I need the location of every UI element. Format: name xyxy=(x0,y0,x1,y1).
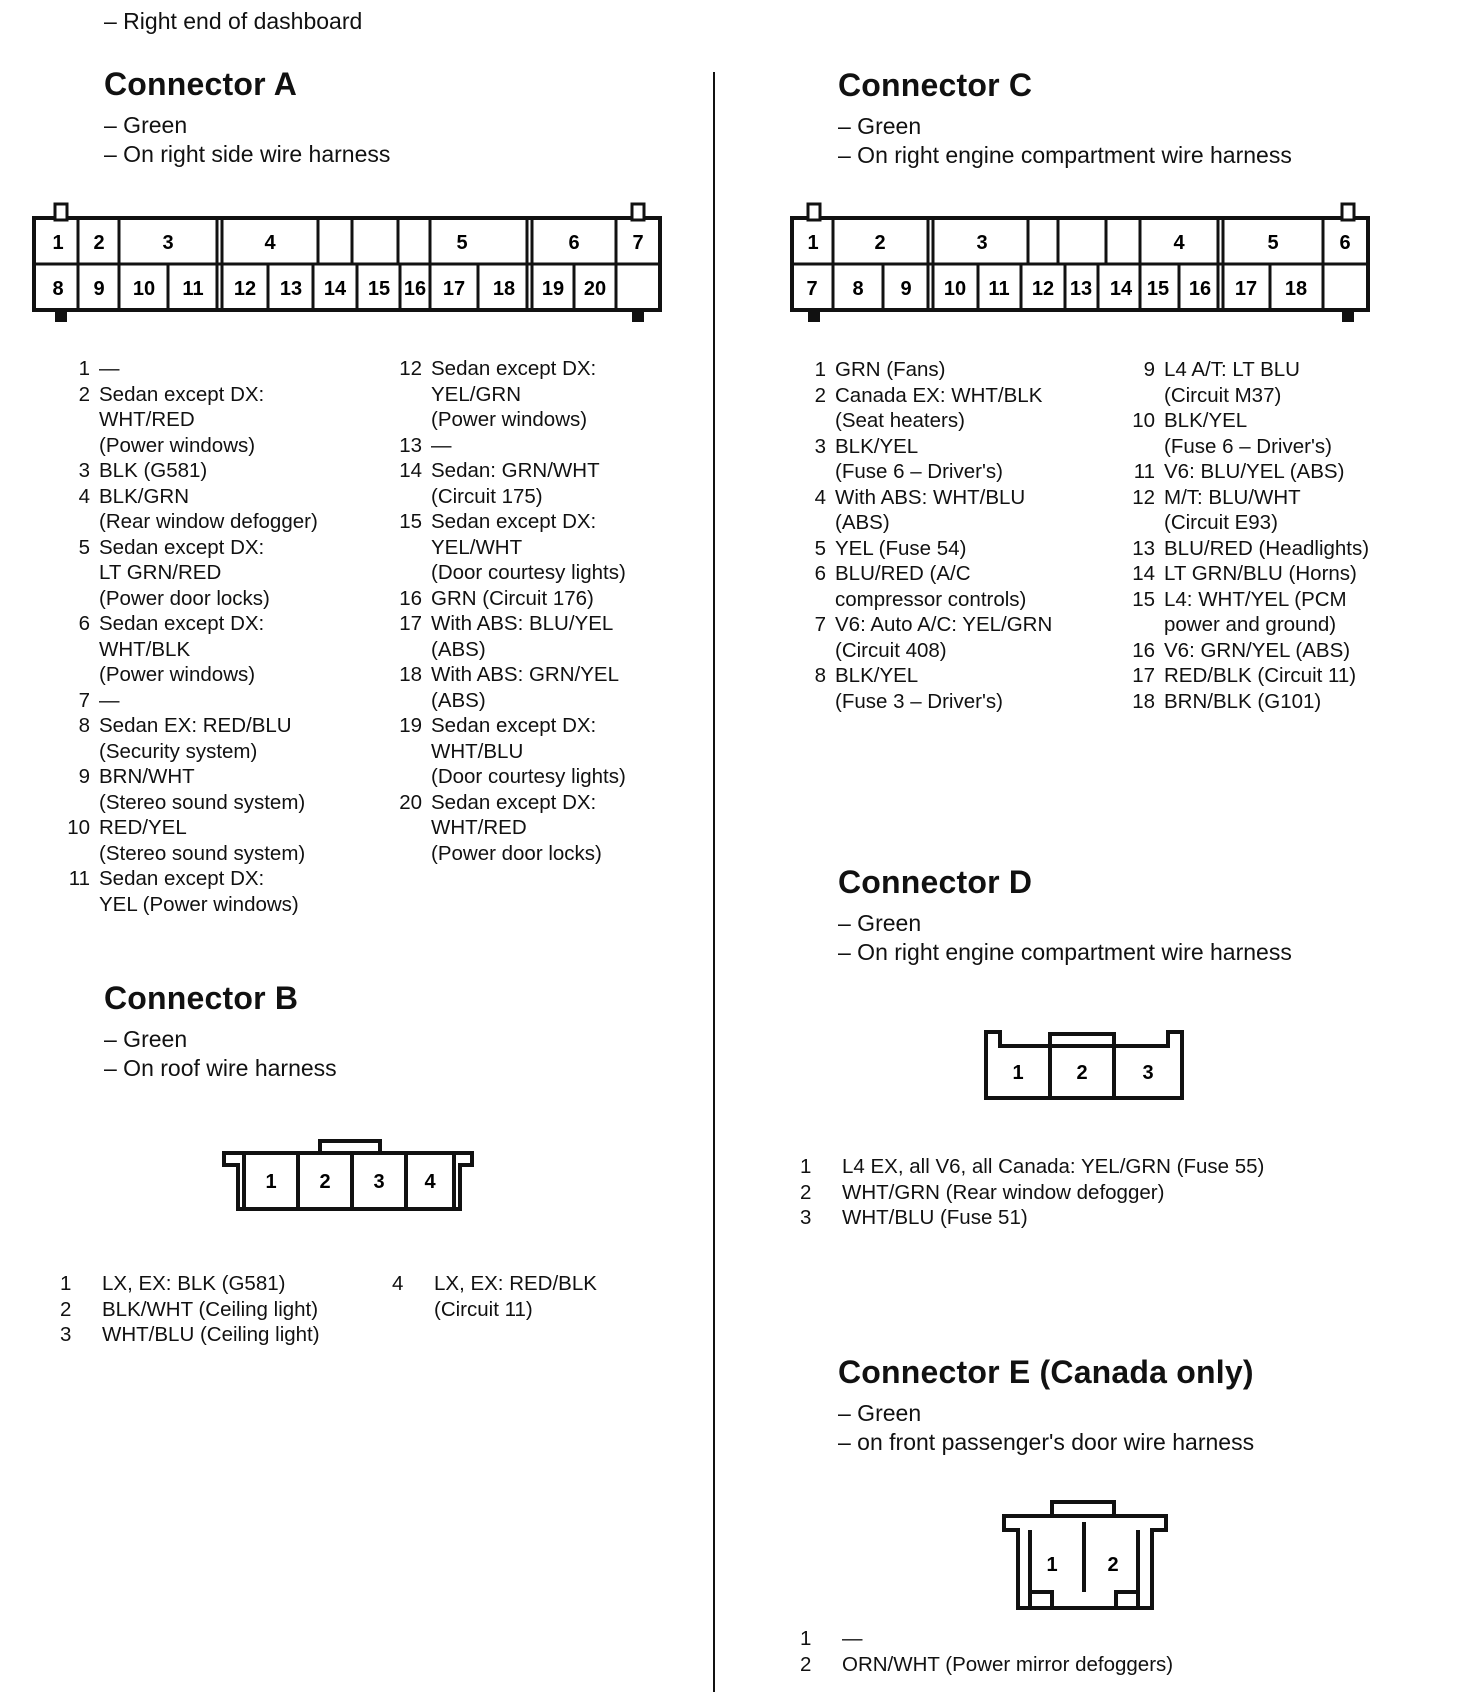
connector-a-cavity: 3 xyxy=(162,232,174,254)
connector-a-color: – Green xyxy=(104,112,188,138)
connector-a-cavity: 7 xyxy=(632,232,644,254)
pin-description: GRN (Circuit 176) xyxy=(431,586,594,610)
connector-a-cavity: 6 xyxy=(568,232,580,254)
connector-b-cavity: 2 xyxy=(319,1171,331,1193)
pin-number: 7 xyxy=(78,688,90,712)
pin-entry xyxy=(800,1626,1400,1652)
connector-b-cavity: 3 xyxy=(373,1171,385,1193)
pin-description: WHT/BLU (Fuse 51) xyxy=(842,1206,1028,1229)
pin-entry xyxy=(1125,357,1465,408)
connector-c-cavity: 7 xyxy=(806,278,818,300)
pin-description: — xyxy=(99,688,120,712)
connector-c-cavity: 10 xyxy=(943,278,967,300)
connector-c-cavity: 5 xyxy=(1267,232,1279,254)
connector-a-cavity: 19 xyxy=(541,278,565,300)
connector-c-info xyxy=(838,112,1292,170)
pin-entry xyxy=(60,764,360,815)
pin-description: LX, EX: BLK (G581) xyxy=(102,1272,286,1295)
pin-entry xyxy=(1125,587,1465,638)
pin-description: Sedan except DX: WHT/BLU (Door courtesy lights) xyxy=(431,714,626,788)
pin-entry xyxy=(1125,485,1465,536)
intro-location: – Right end of dashboard xyxy=(104,8,363,34)
connector-a-cavity: 8 xyxy=(52,278,64,300)
connector-c-cavity: 12 xyxy=(1031,278,1055,300)
connector-e-location: – on front passenger's door wire harness xyxy=(838,1429,1255,1455)
pin-entry xyxy=(1125,408,1465,459)
connector-b-diagram xyxy=(220,1135,480,1215)
pin-number: 16 xyxy=(1132,638,1155,662)
connector-d-info xyxy=(838,909,1292,967)
pin-entry xyxy=(796,536,1096,562)
pin-entry xyxy=(392,713,702,790)
pin-entry xyxy=(1125,459,1465,485)
connector-e-cavity: 2 xyxy=(1107,1554,1119,1576)
pin-description: BLK/YEL (Fuse 6 – Driver's) xyxy=(835,434,1003,483)
pin-description: Sedan except DX: LT GRN/RED (Power door locks) xyxy=(99,535,270,610)
pin-number: 14 xyxy=(1132,562,1155,585)
pin-entry xyxy=(800,1180,1400,1206)
connector-b-color: – Green xyxy=(104,1026,188,1052)
pin-number: 13 xyxy=(399,433,422,457)
pin-description: LT GRN/BLU (Horns) xyxy=(1164,562,1357,585)
connector-a-cavity: 20 xyxy=(583,278,607,300)
pin-number: 1 xyxy=(78,357,90,380)
connector-c-cavity: 4 xyxy=(1173,232,1185,254)
connector-a-info xyxy=(104,111,390,169)
connector-a-diagram xyxy=(30,200,670,325)
pin-description: V6: GRN/YEL (ABS) xyxy=(1164,638,1351,662)
pin-description: Sedan except DX: WHT/RED (Power door locks) xyxy=(431,790,602,865)
pin-description: GRN (Fans) xyxy=(835,358,946,381)
connector-b-location: – On roof wire harness xyxy=(104,1055,337,1081)
pin-entry xyxy=(1125,689,1465,715)
pin-description: Sedan except DX: YEL/WHT (Door courtesy lights) xyxy=(431,510,626,584)
pin-number: 3 xyxy=(800,1206,812,1229)
pin-entry xyxy=(392,790,702,867)
connector-b-pins-right xyxy=(392,1271,702,1322)
pin-entry xyxy=(60,458,360,484)
pin-description: Sedan EX: RED/BLU (Security system) xyxy=(99,714,292,763)
connector-a-cavity: 12 xyxy=(233,278,257,300)
pin-entry xyxy=(60,611,360,688)
pin-description: BRN/WHT (Stereo sound system) xyxy=(99,765,306,814)
pin-description: V6: Auto A/C: YEL/GRN (Circuit 408) xyxy=(835,613,1053,662)
connector-a-cavity: 14 xyxy=(323,278,347,300)
connector-e-info xyxy=(838,1399,1254,1457)
connector-a-location: – On right side wire harness xyxy=(104,141,391,167)
connector-a-cavity: 4 xyxy=(264,232,276,254)
pin-description: BLK/YEL (Fuse 6 – Driver's) xyxy=(1164,409,1332,458)
pin-entry xyxy=(60,688,360,714)
connector-d-location: – On right engine compartment wire harness xyxy=(838,939,1292,965)
pin-number: 16 xyxy=(399,586,422,610)
pin-description: ORN/WHT (Power mirror defoggers) xyxy=(842,1652,1174,1676)
pin-entry xyxy=(800,1205,1400,1231)
connector-a-cavity: 17 xyxy=(442,278,466,300)
pin-entry xyxy=(800,1154,1400,1180)
pin-description: — xyxy=(99,357,120,380)
pin-number: 2 xyxy=(814,383,826,407)
pin-number: 4 xyxy=(78,484,90,508)
pin-number: 3 xyxy=(814,434,826,458)
pin-entry xyxy=(60,1271,380,1297)
pin-number: 17 xyxy=(399,612,422,635)
pin-entry xyxy=(796,561,1096,612)
connector-a-cavity: 11 xyxy=(182,278,204,300)
pin-entry xyxy=(392,356,702,433)
pin-entry xyxy=(60,866,360,917)
connector-c-cavity: 14 xyxy=(1109,278,1133,300)
pin-entry xyxy=(392,611,702,662)
pin-description: YEL (Fuse 54) xyxy=(835,536,967,560)
connector-c-location: – On right engine compartment wire harness xyxy=(838,142,1292,168)
pin-entry xyxy=(392,458,702,509)
pin-description: BRN/BLK (G101) xyxy=(1164,689,1322,713)
pin-entry xyxy=(1125,536,1465,562)
pin-number: 11 xyxy=(1133,460,1155,483)
pin-number: 3 xyxy=(78,459,90,482)
connector-d-diagram xyxy=(982,1028,1186,1104)
connector-a-pins-left xyxy=(60,356,360,917)
pin-description: L4 A/T: LT BLU (Circuit M37) xyxy=(1164,358,1300,407)
connector-b-pins-left xyxy=(60,1271,380,1348)
pin-entry xyxy=(392,1271,702,1322)
pin-entry xyxy=(60,1322,380,1348)
pin-entry xyxy=(60,713,360,764)
connector-e-cavity: 1 xyxy=(1046,1554,1058,1576)
connector-a-cavity: 15 xyxy=(367,278,391,300)
pin-description: BLK (G581) xyxy=(99,459,208,482)
pin-number: 4 xyxy=(392,1272,404,1295)
pin-entry xyxy=(60,1297,380,1323)
connector-d-pins xyxy=(800,1154,1400,1231)
pin-description: BLU/RED (A/C compressor controls) xyxy=(835,562,1027,611)
pin-number: 1 xyxy=(800,1627,812,1650)
pin-number: 20 xyxy=(399,790,422,814)
pin-description: Sedan except DX: WHT/RED (Power windows) xyxy=(99,382,265,457)
pin-entry xyxy=(60,382,360,459)
pin-number: 12 xyxy=(1132,485,1155,509)
connector-e-color: – Green xyxy=(838,1400,922,1426)
connector-c-pins-left xyxy=(796,357,1096,714)
connector-c-cavity: 15 xyxy=(1146,278,1170,300)
pin-description: L4: WHT/YEL (PCM power and ground) xyxy=(1164,587,1347,636)
pin-entry xyxy=(796,485,1096,536)
pin-description: LX, EX: RED/BLK (Circuit 11) xyxy=(434,1272,597,1321)
pin-description: Sedan except DX: YEL (Power windows) xyxy=(99,867,299,916)
pin-number: 5 xyxy=(78,535,90,559)
pin-entry xyxy=(1125,663,1465,689)
pin-description: L4 EX, all V6, all Canada: YEL/GRN (Fuse 55) xyxy=(842,1155,1265,1178)
pin-number: 1 xyxy=(800,1155,812,1178)
pin-number: 2 xyxy=(78,382,90,406)
connector-a-cavity: 1 xyxy=(52,232,64,254)
pin-description: Canada EX: WHT/BLK (Seat heaters) xyxy=(835,383,1043,432)
connector-c-cavity: 8 xyxy=(852,278,864,300)
connector-c-cavity: 2 xyxy=(874,232,886,254)
connector-c-diagram xyxy=(788,200,1378,325)
connector-a-title: Connector A xyxy=(104,66,298,102)
column-divider xyxy=(713,72,715,1692)
pin-entry xyxy=(1125,561,1465,587)
pin-description: BLK/YEL (Fuse 3 – Driver's) xyxy=(835,664,1003,713)
connector-a-pins-right xyxy=(392,356,702,866)
pin-description: — xyxy=(431,433,452,457)
pin-entry xyxy=(60,356,360,382)
pin-number: 17 xyxy=(1132,664,1155,687)
pin-entry xyxy=(800,1652,1400,1678)
pin-entry xyxy=(796,357,1096,383)
pin-number: 9 xyxy=(1143,358,1155,381)
pin-description: With ABS: BLU/YEL (ABS) xyxy=(431,612,614,661)
pin-entry xyxy=(796,663,1096,714)
connector-c-cavity: 13 xyxy=(1069,278,1093,300)
connector-d-cavity: 3 xyxy=(1142,1062,1154,1084)
pin-entry xyxy=(392,433,702,459)
pin-description: BLU/RED (Headlights) xyxy=(1164,536,1370,560)
connector-a-cavity: 5 xyxy=(456,232,468,254)
connector-c-cavity: 3 xyxy=(976,232,988,254)
pin-description: WHT/BLU (Ceiling light) xyxy=(102,1323,320,1346)
pin-number: 18 xyxy=(1132,689,1155,713)
connector-c-cavity: 18 xyxy=(1284,278,1308,300)
pin-number: 6 xyxy=(814,562,826,585)
connector-c-color: – Green xyxy=(838,113,922,139)
pin-number: 3 xyxy=(60,1323,72,1346)
connector-c-cavity: 11 xyxy=(988,278,1010,300)
pin-number: 2 xyxy=(800,1180,812,1204)
connector-d-title: Connector D xyxy=(838,864,1033,900)
pin-number: 19 xyxy=(399,714,422,737)
pin-number: 8 xyxy=(78,714,90,737)
pin-description: BLK/GRN (Rear window defogger) xyxy=(99,484,318,533)
connector-b-info xyxy=(104,1025,337,1083)
pin-number: 6 xyxy=(78,612,90,635)
pin-number: 14 xyxy=(399,459,422,482)
pin-number: 11 xyxy=(68,867,90,890)
connector-b-cavity: 1 xyxy=(265,1171,277,1193)
pin-number: 9 xyxy=(78,765,90,788)
pin-entry xyxy=(796,434,1096,485)
pin-entry xyxy=(796,383,1096,434)
pin-description: M/T: BLU/WHT (Circuit E93) xyxy=(1164,485,1301,534)
connector-b-title: Connector B xyxy=(104,980,299,1016)
pin-description: RED/YEL (Stereo sound system) xyxy=(99,816,306,865)
pin-entry xyxy=(392,509,702,586)
pin-entry xyxy=(392,662,702,713)
connector-c-cavity: 17 xyxy=(1234,278,1258,300)
pin-description: WHT/GRN (Rear window defogger) xyxy=(842,1180,1165,1204)
connector-d-cavity: 1 xyxy=(1012,1062,1024,1084)
pin-number: 4 xyxy=(814,485,826,509)
pin-number: 12 xyxy=(399,357,422,380)
connector-c-title: Connector C xyxy=(838,67,1033,103)
pin-description: BLK/WHT (Ceiling light) xyxy=(102,1297,319,1321)
connector-a-cavity: 18 xyxy=(492,278,516,300)
connector-a-cavity: 16 xyxy=(403,278,427,300)
pin-number: 10 xyxy=(1132,409,1155,432)
pin-description: V6: BLU/YEL (ABS) xyxy=(1164,460,1345,483)
pin-number: 2 xyxy=(60,1297,72,1321)
connector-d-color: – Green xyxy=(838,910,922,936)
connector-d-cavity: 2 xyxy=(1076,1062,1088,1084)
pin-description: RED/BLK (Circuit 11) xyxy=(1164,664,1357,687)
connector-c-cavity: 1 xyxy=(807,232,819,254)
connector-c-cavity: 9 xyxy=(900,278,912,300)
connector-e-diagram xyxy=(1000,1498,1170,1618)
connector-a-cavity: 9 xyxy=(93,278,105,300)
pin-entry xyxy=(392,586,702,612)
connector-b-cavity: 4 xyxy=(424,1171,436,1193)
pin-number: 18 xyxy=(399,663,422,686)
connector-a-cavity: 10 xyxy=(132,278,156,300)
pin-number: 2 xyxy=(800,1652,812,1676)
connector-e-pins xyxy=(800,1626,1400,1677)
connector-a-cavity: 2 xyxy=(93,232,105,254)
pin-number: 15 xyxy=(1132,587,1155,611)
pin-number: 1 xyxy=(814,358,826,381)
connector-a-cavity: 13 xyxy=(279,278,303,300)
pin-number: 13 xyxy=(1132,536,1155,560)
pin-description: — xyxy=(842,1627,863,1650)
connector-c-cavity: 16 xyxy=(1188,278,1212,300)
pin-description: Sedan except DX: YEL/GRN (Power windows) xyxy=(431,357,597,431)
pin-entry xyxy=(796,612,1096,663)
pin-number: 7 xyxy=(814,613,826,636)
pin-number: 1 xyxy=(60,1272,72,1295)
pin-number: 8 xyxy=(814,664,826,687)
pin-entry xyxy=(60,535,360,612)
pin-description: Sedan: GRN/WHT (Circuit 175) xyxy=(431,459,600,508)
connector-c-pins-right xyxy=(1125,357,1465,714)
pin-number: 5 xyxy=(814,536,826,560)
pin-description: With ABS: WHT/BLU (ABS) xyxy=(835,485,1026,534)
connector-e-title: Connector E (Canada only) xyxy=(838,1354,1254,1390)
pin-number: 10 xyxy=(67,816,90,839)
pin-entry xyxy=(60,484,360,535)
pin-description: Sedan except DX: WHT/BLK (Power windows) xyxy=(99,612,265,686)
pin-number: 15 xyxy=(399,510,422,533)
pin-entry xyxy=(1125,638,1465,664)
pin-entry xyxy=(60,815,360,866)
pin-description: With ABS: GRN/YEL (ABS) xyxy=(431,663,619,712)
connector-c-cavity: 6 xyxy=(1339,232,1351,254)
